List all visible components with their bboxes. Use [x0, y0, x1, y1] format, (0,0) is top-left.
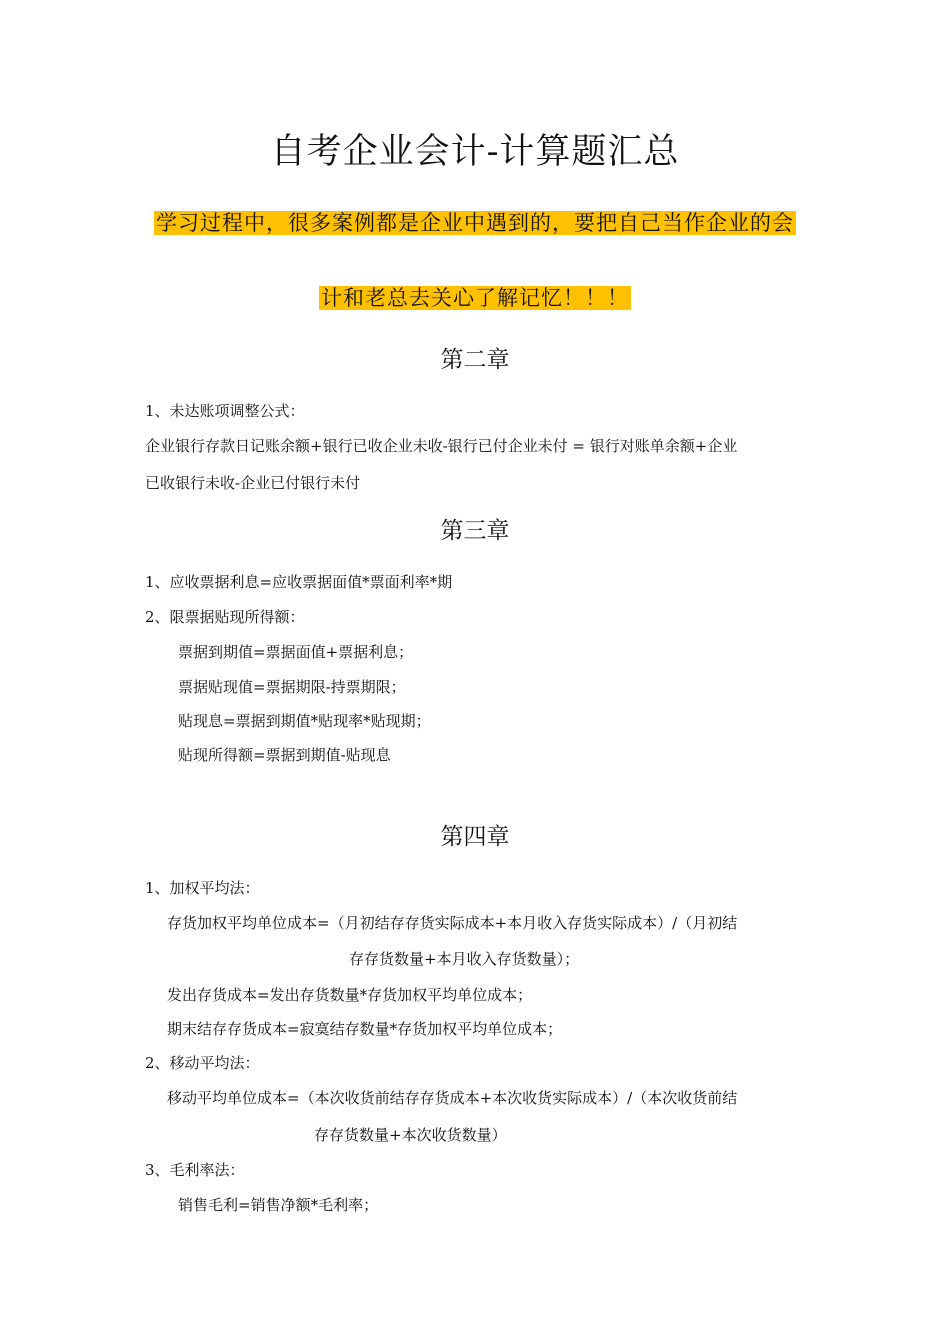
ch4-gross-margin-formula-1: 销售毛利=销售净额*毛利率；: [178, 1196, 379, 1214]
document-title: 自考企业会计-计算题汇总: [270, 132, 680, 172]
ch3-item-2: 2、限票据贴现所得额：: [145, 608, 305, 626]
highlight-text-2: 计和老总去关心了解记忆！！！: [321, 286, 629, 310]
ch2-formula-line-2: 已收银行未收-企业已付银行未付: [145, 474, 361, 492]
chapter-2-heading: 第二章: [440, 347, 510, 373]
ch4-weighted-avg-line-1: 存货加权平均单位成本=（月初结存存货实际成本+本月收入存货实际成本）/（月初结: [167, 914, 738, 932]
ch2-item-1: 1、未达账项调整公式：: [145, 402, 305, 420]
ch2-formula-line-1: 企业银行存款日记账余额+银行已收企业未收-银行已付企业未付 = 银行对账单余额+企业: [145, 437, 738, 455]
ch3-formula-1: 票据到期值=票据面值+票据利息；: [178, 643, 414, 661]
ch4-moving-avg-line-1: 移动平均单位成本=（本次收货前结存存货成本+本次收货实际成本）/（本次收货前结: [167, 1089, 738, 1107]
ch4-item-1: 1、加权平均法：: [145, 879, 260, 897]
ch4-moving-avg-line-2: 存存货数量+本次收货数量）: [314, 1126, 507, 1144]
ch3-item-1: 1、应收票据利息=应收票据面值*票面利率*期: [145, 573, 453, 591]
chapter-3-heading: 第三章: [440, 518, 510, 544]
chapter-4-heading: 第四章: [440, 824, 510, 850]
ch3-formula-3: 贴现息=票据到期值*贴现率*贴现期；: [178, 712, 431, 730]
ch4-weighted-avg-formula-3: 期末结存存货成本=寂寞结存数量*存货加权平均单位成本；: [167, 1020, 563, 1038]
ch3-formula-2: 票据贴现值=票据期限-持票期限；: [178, 678, 406, 696]
ch4-item-2: 2、移动平均法：: [145, 1054, 260, 1072]
highlight-text-1: 学习过程中，很多案例都是企业中遇到的，要把自己当作企业的会: [156, 211, 794, 235]
ch4-item-3: 3、毛利率法：: [145, 1161, 245, 1179]
ch3-formula-4: 贴现所得额=票据到期值-贴现息: [178, 746, 391, 764]
ch4-weighted-avg-formula-2: 发出存货成本=发出存货数量*存货加权平均单位成本；: [167, 986, 533, 1004]
ch4-weighted-avg-line-2: 存存货数量+本月收入存货数量）；: [349, 950, 580, 968]
highlight-line-1: [0, 206, 950, 240]
highlight-line-2: [0, 281, 950, 315]
